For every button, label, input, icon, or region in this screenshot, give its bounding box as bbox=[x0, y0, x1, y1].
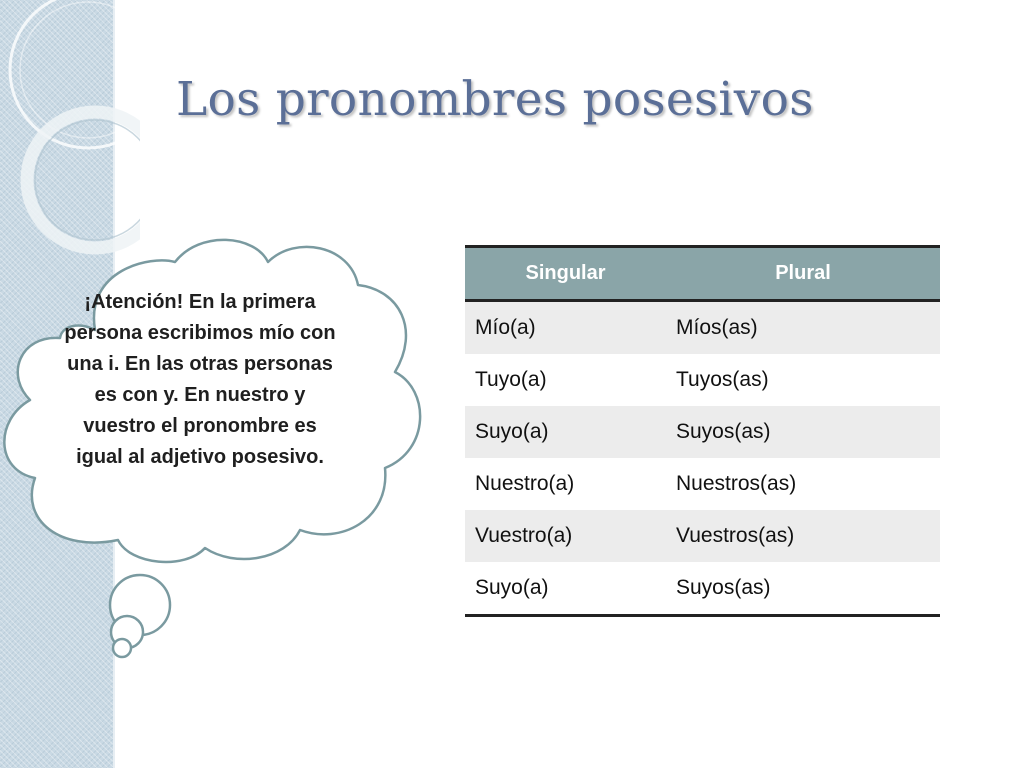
table-row bbox=[465, 406, 940, 458]
cell-plural: Vuestros(as) bbox=[666, 510, 940, 562]
cell-plural: Nuestros(as) bbox=[666, 458, 940, 510]
callout-text: ¡Atención! En la primera persona escribimos mío con una i. En las otras personas es con y. En nuestro y vuestro el pronombre es igual al adjetivo posesivo. bbox=[64, 291, 336, 468]
cell-plural: Tuyos(as) bbox=[666, 354, 940, 406]
cell-singular: Tuyo(a) bbox=[465, 354, 666, 406]
cell-singular: Suyo(a) bbox=[465, 406, 666, 458]
decorative-rings bbox=[0, 0, 140, 270]
table-row bbox=[465, 562, 940, 616]
thought-bubble-small bbox=[113, 639, 131, 657]
header-singular: Singular bbox=[465, 247, 666, 301]
slide-title: Los pronombres posesivos bbox=[176, 72, 814, 127]
table-row bbox=[465, 510, 940, 562]
table-row bbox=[465, 458, 940, 510]
cell-singular: Nuestro(a) bbox=[465, 458, 666, 510]
cell-singular: Suyo(a) bbox=[465, 562, 666, 616]
cell-singular: Mío(a) bbox=[465, 301, 666, 355]
table-row bbox=[465, 354, 940, 406]
table-row bbox=[465, 301, 940, 355]
cell-plural: Míos(as) bbox=[666, 301, 940, 355]
header-plural: Plural bbox=[666, 247, 940, 301]
table-header-row bbox=[465, 247, 940, 301]
possessive-pronouns-table bbox=[465, 245, 940, 617]
cell-plural: Suyos(as) bbox=[666, 406, 940, 458]
cell-singular: Vuestro(a) bbox=[465, 510, 666, 562]
cell-plural: Suyos(as) bbox=[666, 562, 940, 616]
